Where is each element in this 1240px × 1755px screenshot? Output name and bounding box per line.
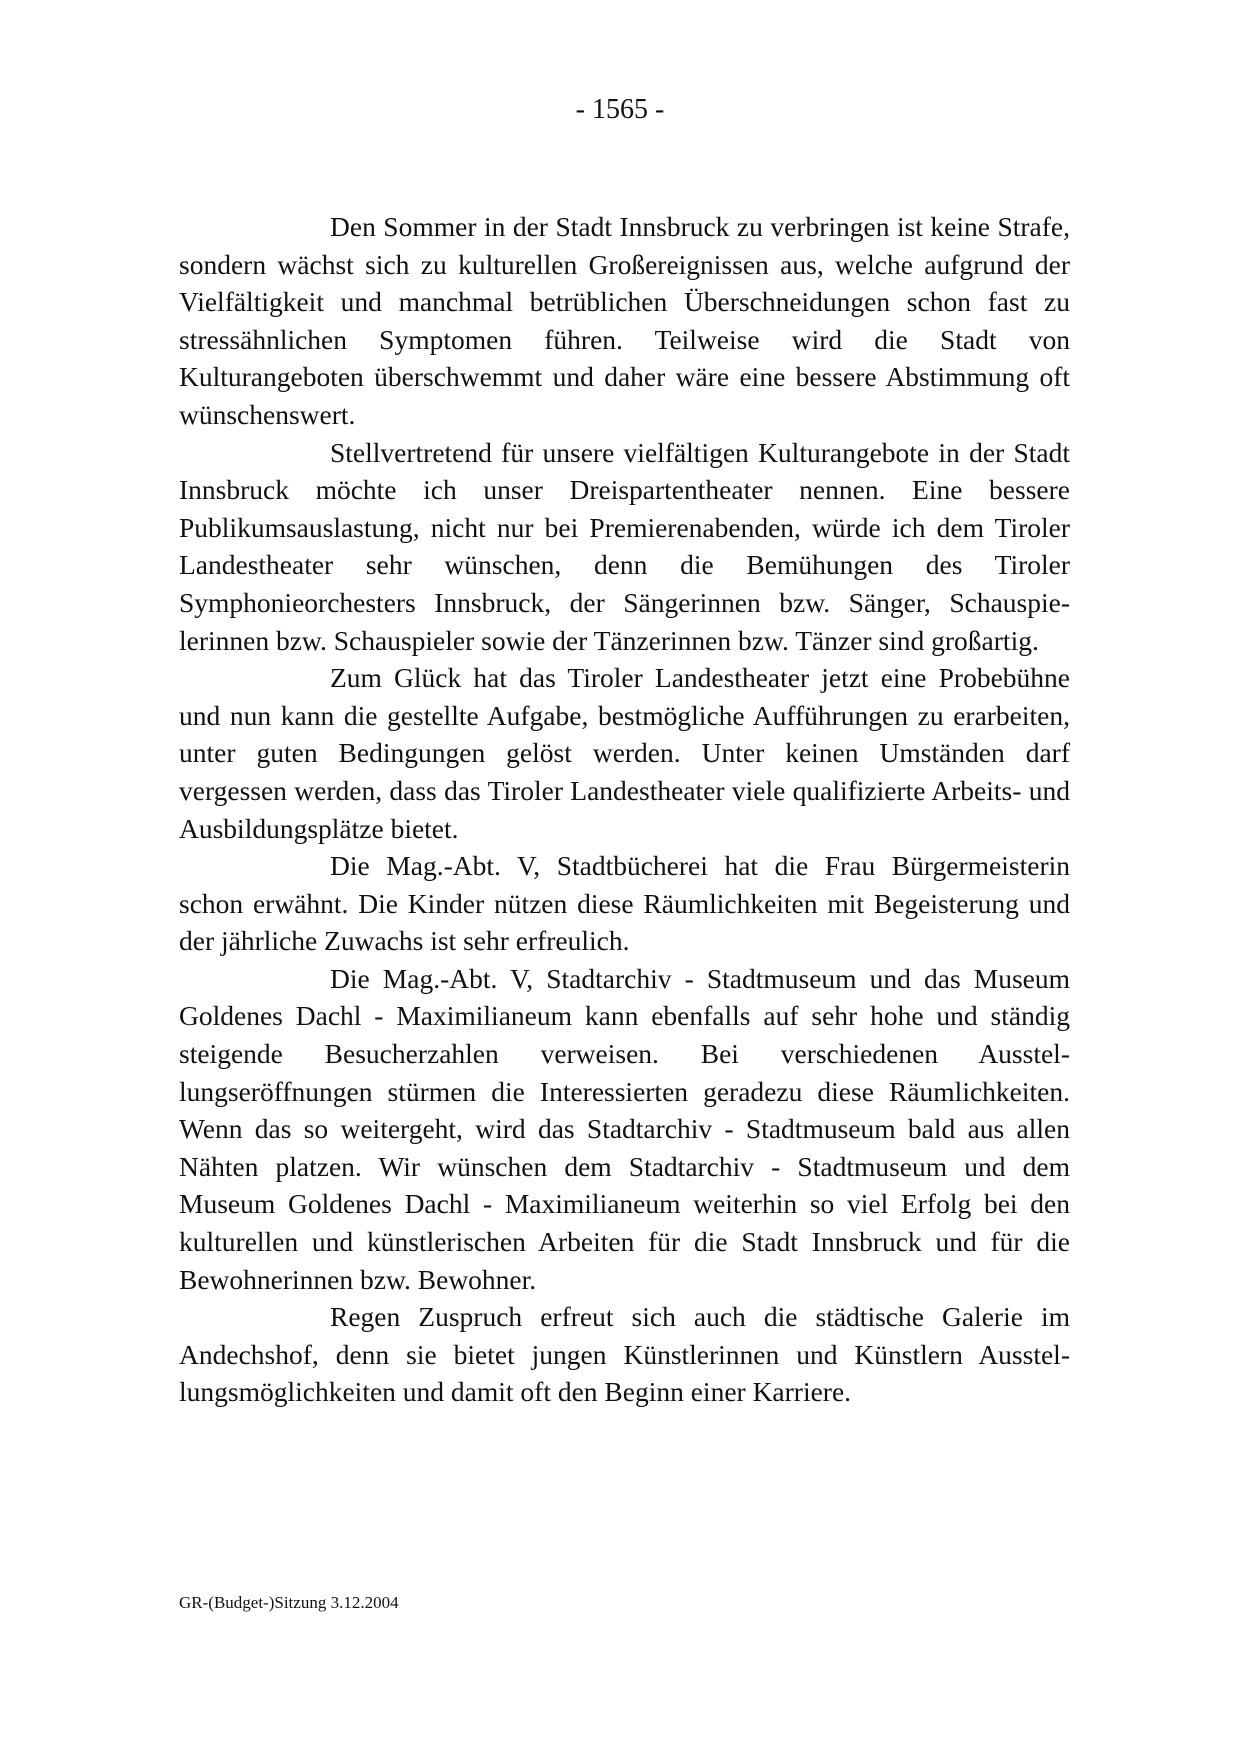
paragraph-rehearsal-stage: Zum Glück hat das Tiroler Landestheater jetzt eine Probebühne und nun kann die gestellte Aufgabe, bestmögliche Aufführungen zu erarbeiten, unter guten Bedingungen gelöst werden. Unter keinen Umständen darf vergessen werden, dass das Tiroler Landestheater viele qualifizierte Arbeits- und Ausbildungsplätze bietet. <box>179 662 1070 844</box>
paragraph-summer-culture: Den Sommer in der Stadt Innsbruck zu verbringen ist keine Strafe, sondern wächst sich zu kulturellen Großereignissen aus, welche aufgrund der Vielfältigkeit und manchmal betrüblichen Überschneidungen schon fast zu stressähnlichen Symptomen führen. Teilweise wird die Stadt von Kulturangeboten überschwemmt und daher wäre eine bessere Abstimmung oft wünschenswert. <box>179 211 1070 430</box>
page-number: - 1565 - <box>575 94 665 125</box>
paragraph-gallery: Regen Zuspruch erfreut sich auch die städtische Galerie im Andechshof, denn sie bietet jungen Künstlerinnen und Künstlern Ausstellungsmöglichkeiten und damit oft den Beginn einer Karriere. <box>179 1301 1070 1408</box>
paragraph-library: Die Mag.-Abt. V, Stadtbücherei hat die Frau Bürgermeisterin schon erwähnt. Die Kinder nützen diese Räumlichkeiten mit Begeisterung und der jährliche Zuwachs ist sehr erfreulich. <box>179 850 1070 957</box>
footer-session-info: GR-(Budget-)Sitzung 3.12.2004 <box>179 1593 399 1612</box>
paragraph-theater: Stellvertretend für unsere vielfältigen Kulturangebote in der Stadt Innsbruck möchte ich unser Dreispartentheater nennen. Eine bessere Publikumsauslastung, nicht nur bei Premierenabenden, würde ich dem Tiroler Landestheater sehr wünschen, denn die Bemühungen des Tiroler Symphonieorchesters Innsbruck, der Sängerinnen bzw. Sänger, Schauspielerinnen bzw. Schauspieler sowie der Tänzerinnen bzw. Tänzer sind großartig. <box>179 436 1070 656</box>
paragraph-archive-museum: Die Mag.-Abt. V, Stadtarchiv - Stadtmuseum und das Museum Goldenes Dachl - Maximilianeum kann ebenfalls auf sehr hohe und ständig steigende Besucherzahlen verweisen. Bei verschiedenen Ausstellungseröffnungen stürmen die Interessierten geradezu diese Räumlichkeiten. Wenn das so weitergeht, wird das Stadtarchiv - Stadtmuseum bald aus allen Nähten platzen. Wir wünschen dem Stadtarchiv - Stadtmuseum und dem Museum Goldenes Dachl - Maximilianeum weiterhin so viel Erfolg bei den kulturellen und künstlerischen Arbeiten für die Stadt Innsbruck und für die Bewohnerinnen bzw. Bewohner. <box>179 962 1070 1295</box>
document-body <box>179 208 1070 1411</box>
